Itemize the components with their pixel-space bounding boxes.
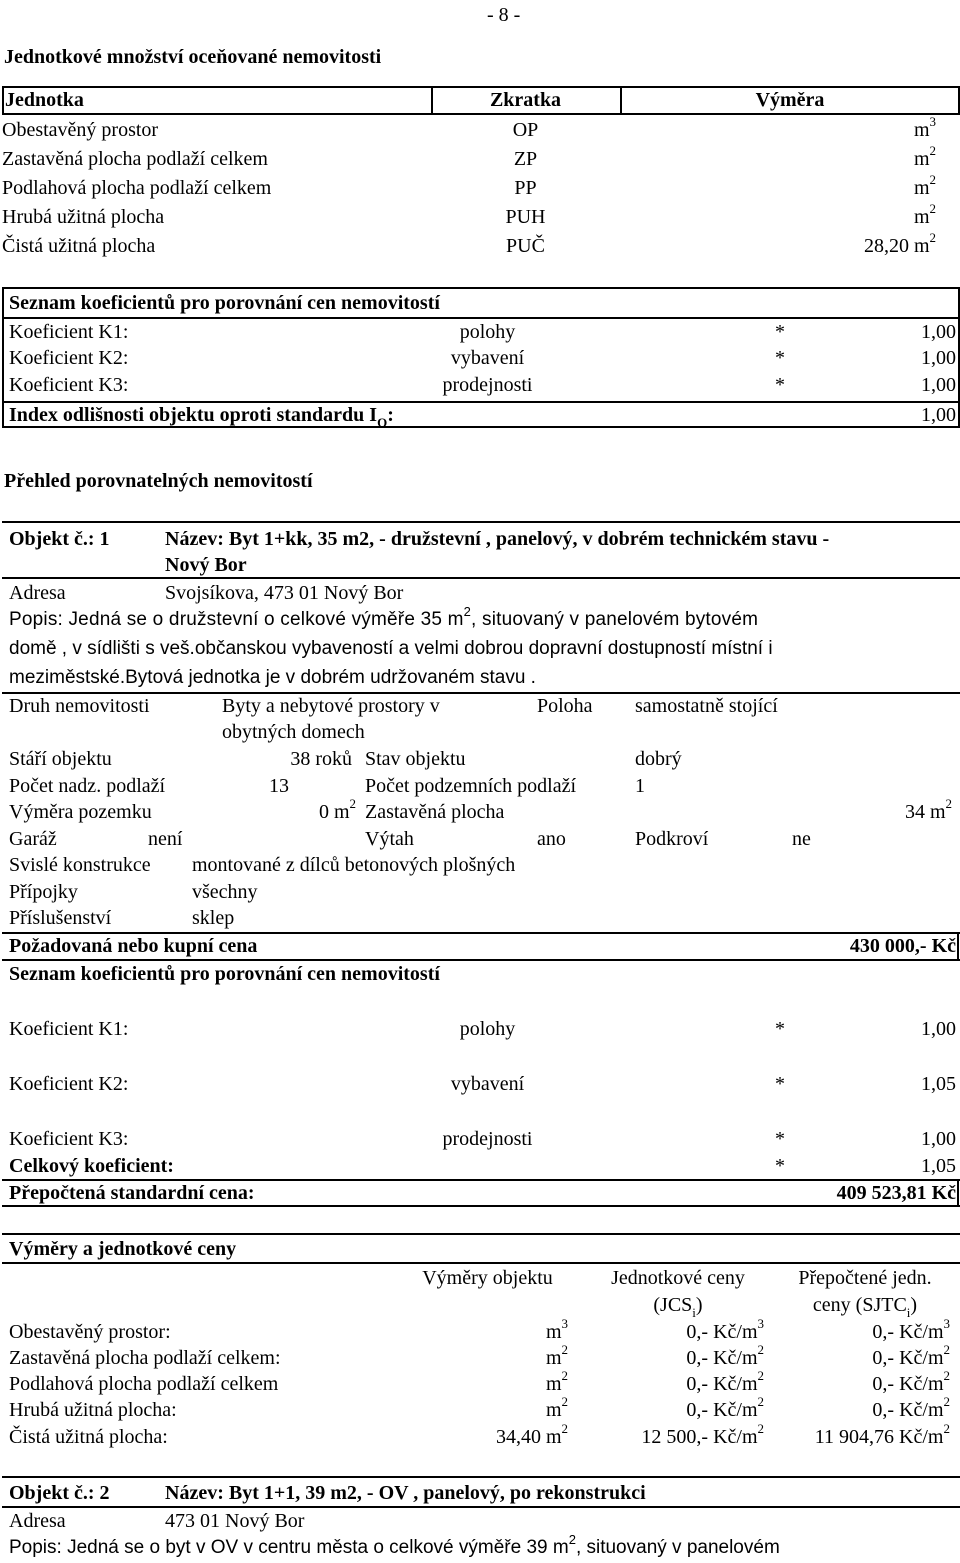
overview-title: Přehled porovnatelných nemovitostí bbox=[4, 470, 313, 492]
header-jednotka: Jednotka bbox=[5, 89, 84, 111]
vymery-top-border bbox=[2, 1233, 960, 1235]
unit-abbr: PP bbox=[514, 177, 537, 199]
coef-value: 1,00 bbox=[921, 1018, 956, 1040]
vymery-sjtc: 0,- $Kč/m^3$ bbox=[872, 1316, 950, 1343]
unit-value: $m^2$ bbox=[913, 201, 936, 228]
vymery-area: $m^2$ bbox=[545, 1342, 568, 1369]
celkovy-label: Celkový koeficient: bbox=[9, 1155, 174, 1177]
vymery-sjtc: 11 904,76 $Kč/m^2$ bbox=[814, 1421, 950, 1448]
vymery-area: $m^2$ bbox=[545, 1368, 568, 1395]
vytah-label: Výtah bbox=[365, 828, 414, 850]
poloha-label: Poloha bbox=[537, 695, 593, 717]
col-sjtc-abbr: ceny $(SJTC_i)$ bbox=[812, 1294, 918, 1320]
vymery-area: $m^2$ bbox=[545, 1394, 568, 1421]
unit-name: Podlahová plocha podlaží celkem bbox=[2, 177, 272, 199]
col-vymery: Výměry objektu bbox=[422, 1267, 553, 1289]
coef-label: Koeficient K3: bbox=[9, 1128, 129, 1150]
cena-label: Požadovaná nebo kupní cena bbox=[9, 935, 258, 957]
coef-value: 1,00 bbox=[921, 347, 956, 369]
vymery-jcs: 0,- $Kč/m^2$ bbox=[686, 1342, 764, 1369]
unit-abbr: OP bbox=[512, 119, 539, 141]
pripojky-value: všechny bbox=[192, 881, 258, 903]
pripojky-label: Přípojky bbox=[9, 881, 78, 903]
stav-value: dobrý bbox=[635, 748, 682, 770]
vymery-jcs: 12 500,- $Kč/m^2$ bbox=[641, 1421, 764, 1448]
poloha-value: samostatně stojící bbox=[635, 695, 778, 717]
objekt-name: Název: Byt 1+1, 39 m2, - OV , panelový, po rekonstrukci bbox=[165, 1482, 646, 1504]
unit-value: 28,20 $m^2$ bbox=[863, 230, 936, 257]
nadz-value: 13 bbox=[269, 775, 289, 797]
coef-name: polohy bbox=[459, 321, 516, 343]
vymery-sjtc: 0,- $Kč/m^2$ bbox=[872, 1342, 950, 1369]
prislus-label: Příslušenství bbox=[9, 907, 112, 929]
unit-value: $m^2$ bbox=[913, 172, 936, 199]
objekt-params-border bbox=[2, 692, 960, 694]
vymery-area: $m^3$ bbox=[545, 1316, 568, 1343]
coef-name: vybavení bbox=[450, 347, 525, 369]
coef-op: * bbox=[775, 1018, 785, 1040]
unit-name: Hrubá užitná plocha bbox=[2, 206, 165, 228]
coef-value: 1,00 bbox=[921, 1128, 956, 1150]
popis-line: domě , v sídlišti s veš.občanskou vybaveností a velmi dobrou dopravní dostupností místní i bbox=[9, 638, 773, 659]
objekt-name-cont: Nový Bor bbox=[165, 554, 247, 576]
popis-line: Popis: Jedná se o družstevní o celkové výměře 35 $m^2$, situovaný v panelovém bytovém bbox=[9, 604, 759, 630]
vymery-name: Podlahová plocha podlaží celkem bbox=[9, 1373, 279, 1395]
stari-value: 38 roků bbox=[290, 748, 352, 770]
col-sjtc: Přepočtené jedn. bbox=[798, 1267, 932, 1289]
prepoctena-right-border bbox=[957, 1179, 959, 1205]
coef-op: * bbox=[775, 1073, 785, 1095]
objekt-label: Objekt č.: 2 bbox=[9, 1482, 110, 1504]
unit-value: $m^3$ bbox=[913, 114, 936, 141]
pozemek-value: 0 $m^2$ bbox=[318, 796, 356, 823]
prepoctena-bottom-border bbox=[2, 1205, 960, 1207]
objekt-name: Název: Byt 1+kk, 35 m2, - družstevní , panelový, v dobrém technickém stavu - bbox=[165, 528, 830, 550]
coef-op: * bbox=[775, 374, 785, 396]
objekt-title-border bbox=[2, 577, 960, 579]
coef-label: Koeficient K2: bbox=[9, 347, 129, 369]
objekt-top-border bbox=[2, 1476, 960, 1478]
unit-abbr: PUH bbox=[505, 206, 546, 228]
coef-op: * bbox=[775, 1128, 785, 1150]
coefficient-divider bbox=[2, 317, 960, 319]
stav-label: Stav objektu bbox=[365, 748, 466, 770]
objekt-top-border bbox=[2, 521, 960, 523]
unit-name: Čistá užitná plocha bbox=[2, 235, 156, 257]
col-jcs-abbr: $(JCS_i)$ bbox=[653, 1294, 703, 1320]
adresa-label: Adresa bbox=[9, 582, 66, 604]
vymery-name: Hrubá užitná plocha: bbox=[9, 1399, 177, 1421]
zastav-label: Zastavěná plocha bbox=[365, 801, 505, 823]
vymery-jcs: 0,- $Kč/m^2$ bbox=[686, 1368, 764, 1395]
garaz-value: není bbox=[148, 828, 183, 850]
prepoctena-top-border bbox=[2, 1179, 960, 1181]
prepoctena-value: 409 523,81 Kč bbox=[836, 1182, 956, 1204]
objekt-title-border bbox=[2, 1506, 960, 1508]
unit-abbr: PUČ bbox=[506, 235, 545, 257]
cena-value: 430 000,- Kč bbox=[849, 935, 956, 957]
col-jcs: Jednotkové ceny bbox=[611, 1267, 745, 1289]
popis-line: Popis: Jedná se o byt v OV v centru města o celkové výměře 39 $m^2$, situovaný v panelovém bbox=[9, 1532, 780, 1558]
podz-value: 1 bbox=[635, 775, 645, 797]
vytah-value: ano bbox=[537, 828, 566, 850]
celkovy-op: * bbox=[775, 1155, 785, 1177]
unit-name: Obestavěný prostor bbox=[2, 119, 159, 141]
garaz-label: Garáž bbox=[9, 828, 57, 850]
prepoctena-label: Přepočtená standardní cena: bbox=[9, 1182, 255, 1204]
adresa-value: Svojsíkova, 473 01 Nový Bor bbox=[165, 582, 404, 604]
cena-bottom-border bbox=[2, 959, 960, 961]
vymery-sjtc: 0,- $Kč/m^2$ bbox=[872, 1394, 950, 1421]
unit-value: $m^2$ bbox=[913, 143, 936, 170]
coef-value: 1,00 bbox=[921, 321, 956, 343]
vymery-jcs: 0,- $Kč/m^2$ bbox=[686, 1394, 764, 1421]
coef-label: Koeficient K1: bbox=[9, 321, 129, 343]
coef-label: Koeficient K1: bbox=[9, 1018, 129, 1040]
unit-abbr: ZP bbox=[513, 148, 538, 170]
coefficient-title: Seznam koeficientů pro porovnání cen nemovitostí bbox=[9, 292, 440, 314]
popis-line: meziměstské.Bytová jednotka je v dobrém udržovaném stavu . bbox=[9, 667, 536, 688]
coef-op: * bbox=[775, 321, 785, 343]
podkrovi-value: ne bbox=[792, 828, 811, 850]
vymery-title-border bbox=[2, 1262, 960, 1264]
cena-top-border bbox=[2, 932, 960, 934]
svisle-value: montované z dílců betonových plošných bbox=[192, 854, 516, 876]
vymery-name: Čistá užitná plocha: bbox=[9, 1426, 168, 1448]
celkovy-value: 1,05 bbox=[921, 1155, 956, 1177]
coef-value: 1,00 bbox=[921, 374, 956, 396]
druh-label: Druh nemovitosti bbox=[9, 695, 150, 717]
coef-label: Koeficient K2: bbox=[9, 1073, 129, 1095]
podz-label: Počet podzemních podlaží bbox=[365, 775, 577, 797]
prislus-value: sklep bbox=[192, 907, 235, 929]
vymery-title: Výměry a jednotkové ceny bbox=[9, 1238, 237, 1260]
vymery-name: Obestavěný prostor: bbox=[9, 1321, 171, 1343]
unit-name: Zastavěná plocha podlaží celkem bbox=[2, 148, 268, 170]
header-vymera: Výměra bbox=[755, 89, 825, 111]
coef-list-title: Seznam koeficientů pro porovnání cen nemovitostí bbox=[9, 963, 440, 985]
index-label: Index odlišnosti objektu oproti standardu $I_O$: bbox=[9, 404, 394, 430]
vymery-sjtc: 0,- $Kč/m^2$ bbox=[872, 1368, 950, 1395]
header-zkratka: Zkratka bbox=[489, 89, 562, 111]
coef-name: prodejnosti bbox=[442, 374, 533, 396]
index-value: 1,00 bbox=[921, 404, 956, 426]
pozemek-label: Výměra pozemku bbox=[9, 801, 152, 823]
vymery-area: 34,40 $m^2$ bbox=[495, 1421, 568, 1448]
podkrovi-label: Podkroví bbox=[635, 828, 709, 850]
coef-name: prodejnosti bbox=[442, 1128, 533, 1150]
adresa-label: Adresa bbox=[9, 1510, 66, 1532]
coef-value: 1,05 bbox=[921, 1073, 956, 1095]
vymery-jcs: 0,- $Kč/m^3$ bbox=[686, 1316, 764, 1343]
coef-op: * bbox=[775, 347, 785, 369]
druh-value-cont: obytných domech bbox=[222, 721, 365, 743]
page-number: - 8 - bbox=[487, 4, 521, 26]
cena-right-border bbox=[957, 932, 959, 959]
coef-name: polohy bbox=[459, 1018, 516, 1040]
vymery-name: Zastavěná plocha podlaží celkem: bbox=[9, 1347, 281, 1369]
zastav-value: 34 $m^2$ bbox=[904, 796, 952, 823]
nadz-label: Počet nadz. podlaží bbox=[9, 775, 166, 797]
coef-label: Koeficient K3: bbox=[9, 374, 129, 396]
objekt-label: Objekt č.: 1 bbox=[9, 528, 110, 550]
druh-value: Byty a nebytové prostory v bbox=[222, 695, 440, 717]
stari-label: Stáří objektu bbox=[9, 748, 112, 770]
coefficient-divider bbox=[2, 401, 960, 403]
section-title: Jednotkové množství oceňované nemovitosti bbox=[4, 46, 382, 68]
svisle-label: Svislé konstrukce bbox=[9, 854, 151, 876]
adresa-value: 473 01 Nový Bor bbox=[165, 1510, 305, 1532]
coef-name: vybavení bbox=[450, 1073, 525, 1095]
